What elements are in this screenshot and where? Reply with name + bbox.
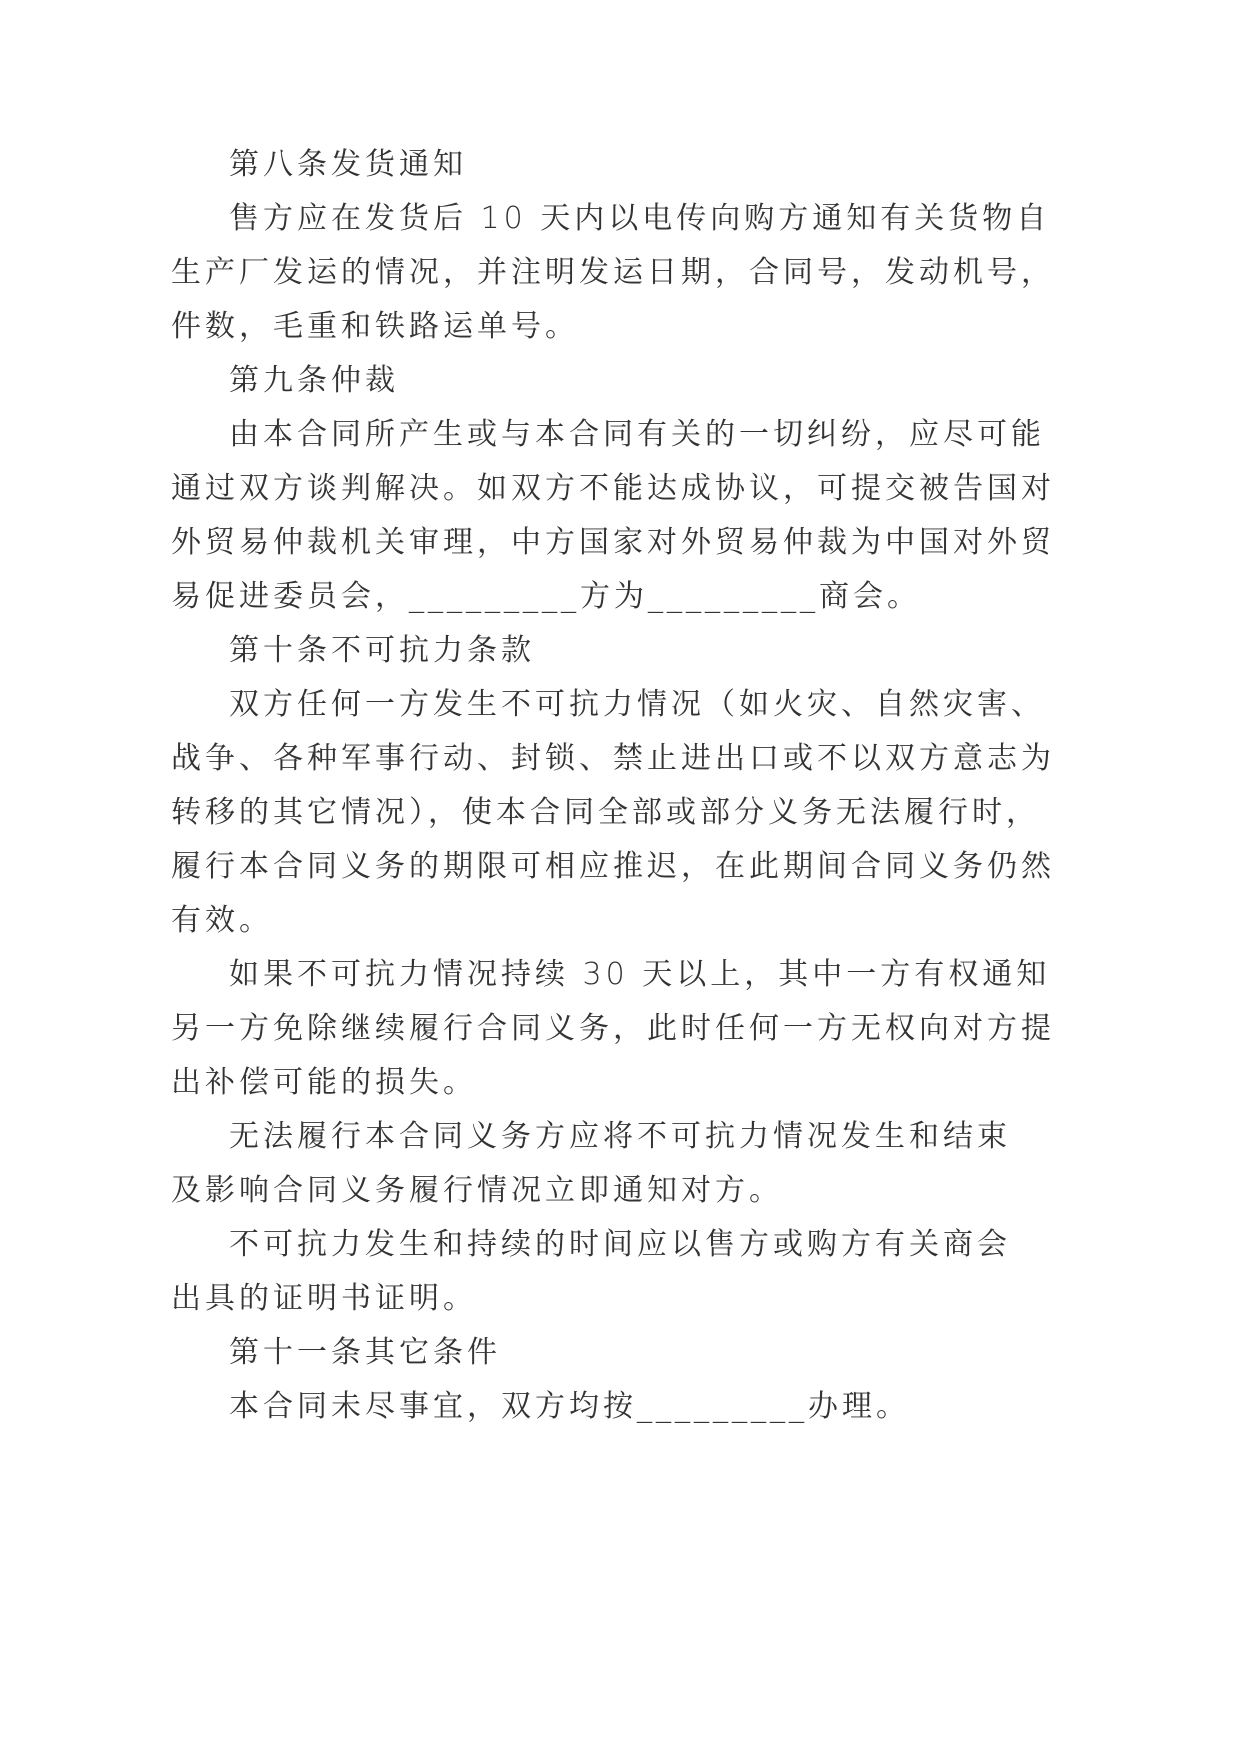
article-10-para-2-line-3: 出补偿可能的损失。: [171, 1065, 477, 1100]
article-10-para-4-line-1: 不可抗力发生和持续的时间应以售方或购方有关商会: [229, 1227, 1011, 1262]
article-10-para-1-line-3: 转移的其它情况），使本合同全部或部分义务无法履行时，: [171, 795, 1040, 830]
article-10-para-4-line-2: 出具的证明书证明。: [171, 1281, 477, 1316]
article-9-line-3: 外贸易仲裁机关审理，中方国家对外贸易仲裁为中国对外贸: [171, 525, 1055, 560]
heading-article-8: 第八条发货通知: [229, 147, 467, 182]
article-11-line-1: 本合同未尽事宜，双方均按_________办理。: [229, 1389, 910, 1424]
article-10-para-3-line-1: 无法履行本合同义务方应将不可抗力情况发生和结束: [229, 1119, 1011, 1154]
article-10-para-2-line-2: 另一方免除继续履行合同义务，此时任何一方无权向对方提: [171, 1011, 1055, 1046]
heading-article-9: 第九条仲裁: [229, 363, 399, 398]
article-10-para-2-line-1: 如果不可抗力情况持续 30 天以上，其中一方有权通知: [229, 957, 1051, 992]
article-8-line-2: 生产厂发运的情况，并注明发运日期，合同号，发动机号，: [171, 255, 1055, 290]
article-9-line-1: 由本合同所产生或与本合同有关的一切纠纷，应尽可能: [229, 417, 1045, 452]
article-10-para-3-line-2: 及影响合同义务履行情况立即通知对方。: [171, 1173, 783, 1208]
article-10-para-1-line-2: 战争、各种军事行动、封锁、禁止进出口或不以双方意志为: [171, 741, 1055, 776]
article-9-line-2: 通过双方谈判解决。如双方不能达成协议，可提交被告国对: [171, 471, 1055, 506]
article-8-line-1: 售方应在发货后 10 天内以电传向购方通知有关货物自: [229, 201, 1051, 236]
article-10-para-1-line-4: 履行本合同义务的期限可相应推迟，在此期间合同义务仍然: [171, 849, 1055, 884]
heading-article-11: 第十一条其它条件: [229, 1335, 501, 1370]
heading-article-10: 第十条不可抗力条款: [229, 633, 535, 668]
article-9-line-4: 易促进委员会，_________方为_________商会。: [171, 579, 921, 614]
article-10-para-1-line-5: 有效。: [171, 903, 273, 938]
article-10-para-1-line-1: 双方任何一方发生不可抗力情况（如火灾、自然灾害、: [229, 687, 1045, 722]
article-8-line-3: 件数，毛重和铁路运单号。: [171, 309, 579, 344]
